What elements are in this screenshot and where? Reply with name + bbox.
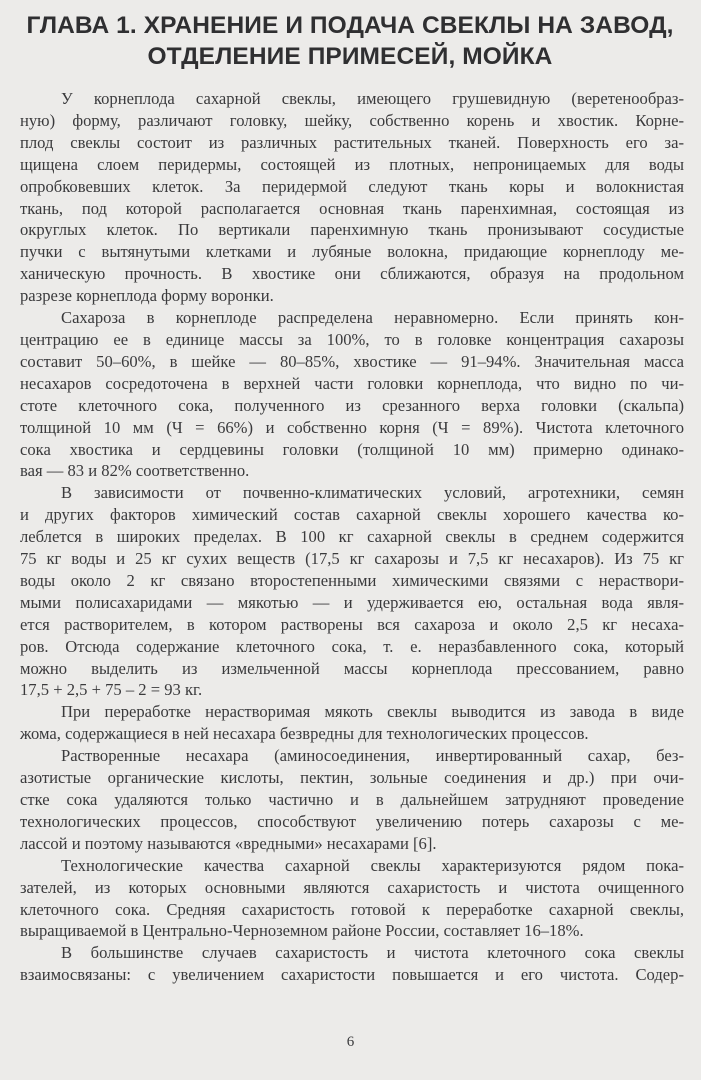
text-line: стке сока удаляются только частично и в дальнейшем затрудняют проведение [20,790,684,809]
text-line: 75 кг воды и 25 кг сухих веществ (17,5 кг сахарозы и 7,5 кг несахаров). Из 75 кг [20,549,684,569]
text-line: Сахароза в корнеплоде распределена неравномерно. Если принять кон- [61,308,684,328]
text-line: стоте клеточного сока, полученного из срезанного верха головки (скальпа) [20,395,684,415]
text-line: воды около 2 кг связано второстепенными химическими связями с нераствори- [20,570,684,590]
text-line: сока хвостика и сердцевины головки (толщиной 10 мм) примерно одинако- [20,439,684,459]
text-line: леблется в широких пределах. В 100 кг сахарной свеклы в среднем содержится [20,527,684,547]
text-line: и других факторов химический состав сахарной свеклы хорошего качества ко- [20,505,684,525]
text-line: ткань, под которой располагается основная ткань паренхимная, состоящая из [20,198,684,218]
text-line: 17,5 + 2,5 + 75 – 2 = 93 кг. [20,680,203,700]
text-line: Технологические качества сахарной свеклы характеризуются рядом пока- [61,855,684,875]
paragraph [20,701,684,745]
text-line: разрезе корнеплода форму воронки. [20,286,274,306]
text-line: зателей, из которых основными являются сахаристость и чистота очищенного [20,877,684,897]
text-line: вая — 83 и 82% соответственно. [20,461,250,481]
chapter-body [20,88,684,986]
text-line: взаимосвязаны: с увеличением сахаристости повышается и его чистота. Содер- [20,965,684,985]
text-line: опробковевших клеток. За перидермой следуют ткань коры и волокнистая [20,176,684,196]
text-line: ется растворителем, в котором растворены вся сахароза и около 2,5 кг несаха- [20,614,684,634]
text-line: составит 50–60%, в шейке — 80–85%, хвостике — 91–94%. Значительная масса [20,351,684,371]
text-line: Растворенные несахара (аминосоединения, инвертированный сахар, без- [61,746,684,766]
text-line: В зависимости от почвенно-климатических условий, агротехники, семян [61,483,684,503]
paragraph [20,88,684,307]
text-line: ханическую прочность. В хвостике они сближаются, образуя на продольном [20,264,684,284]
text-line: щищена слоем перидермы, состоящей из плотных, непроницаемых для воды [20,154,684,174]
paragraph [20,307,684,482]
text-line: пучки с вытянутыми клетками и лубяные волокна, придающие корнеплоду ме- [20,242,684,262]
text-line: округлых клеток. По вертикали паренхимную ткань пронизывают сосудистые [20,220,684,240]
text-line: жома, содержащиеся в ней несахара безвредны для технологических процессов. [20,724,589,744]
text-line: ную) форму, различают головку, шейку, собственно корень и хвостик. Корне- [20,110,684,130]
text-line: выращиваемой в Центрально-Черноземном районе России, составляет 16–18%. [20,921,584,941]
text-line: У корнеплода сахарной свеклы, имеющего грушевидную (веретенообраз- [61,89,684,108]
paragraph [20,745,684,855]
text-line: плод свеклы состоит из различных растительных тканей. Поверхность его за- [20,132,684,152]
text-line: несахаров сосредоточена в верхней части головки корнеплода, что видно по чи- [20,373,684,393]
paragraph [20,855,684,943]
text-line: толщиной 10 мм (Ч = 66%) и собственно корня (Ч = 89%). Чистота клеточного [20,417,684,437]
text-line: В большинстве случаев сахаристость и чистота клеточного сока свеклы [61,943,684,963]
page-number: 6 [346,1034,355,1050]
text-line: мыми полисахаридами — мякотью — и удерживается ею, остальная вода явля- [20,592,684,612]
text-line: азотистые органические кислоты, пектин, зольные соединения и др.) при очи- [20,768,684,788]
text-line: центрацию ее в единице массы за 100%, то в головке концентрация сахарозы [20,329,684,349]
text-line: При переработке нерастворимая мякоть свеклы выводится из завода в виде [61,702,684,722]
text-line: лассой и поэтому называются «вредными» несахарами [6]. [20,833,437,853]
text-line: технологических процессов, способствуют увеличению потерь сахарозы с ме- [20,811,684,831]
text-line: клеточного сока. Средняя сахаристость готовой к переработке сахарной свеклы, [20,899,684,919]
paragraph [20,942,684,986]
chapter-title-line: ГЛАВА 1. ХРАНЕНИЕ И ПОДАЧА СВЕКЛЫ НА ЗАВОД, [26,12,674,39]
text-line: можно выделить из измельченной массы корнеплода прессованием, равно [20,658,684,678]
chapter-title [18,10,682,72]
text-line: ров. Отсюда содержание клеточного сока, т. е. неразбавленного сока, который [20,636,684,656]
chapter-title-line: ОТДЕЛЕНИЕ ПРИМЕСЕЙ, МОЙКА [147,43,553,70]
paragraph [20,482,684,701]
